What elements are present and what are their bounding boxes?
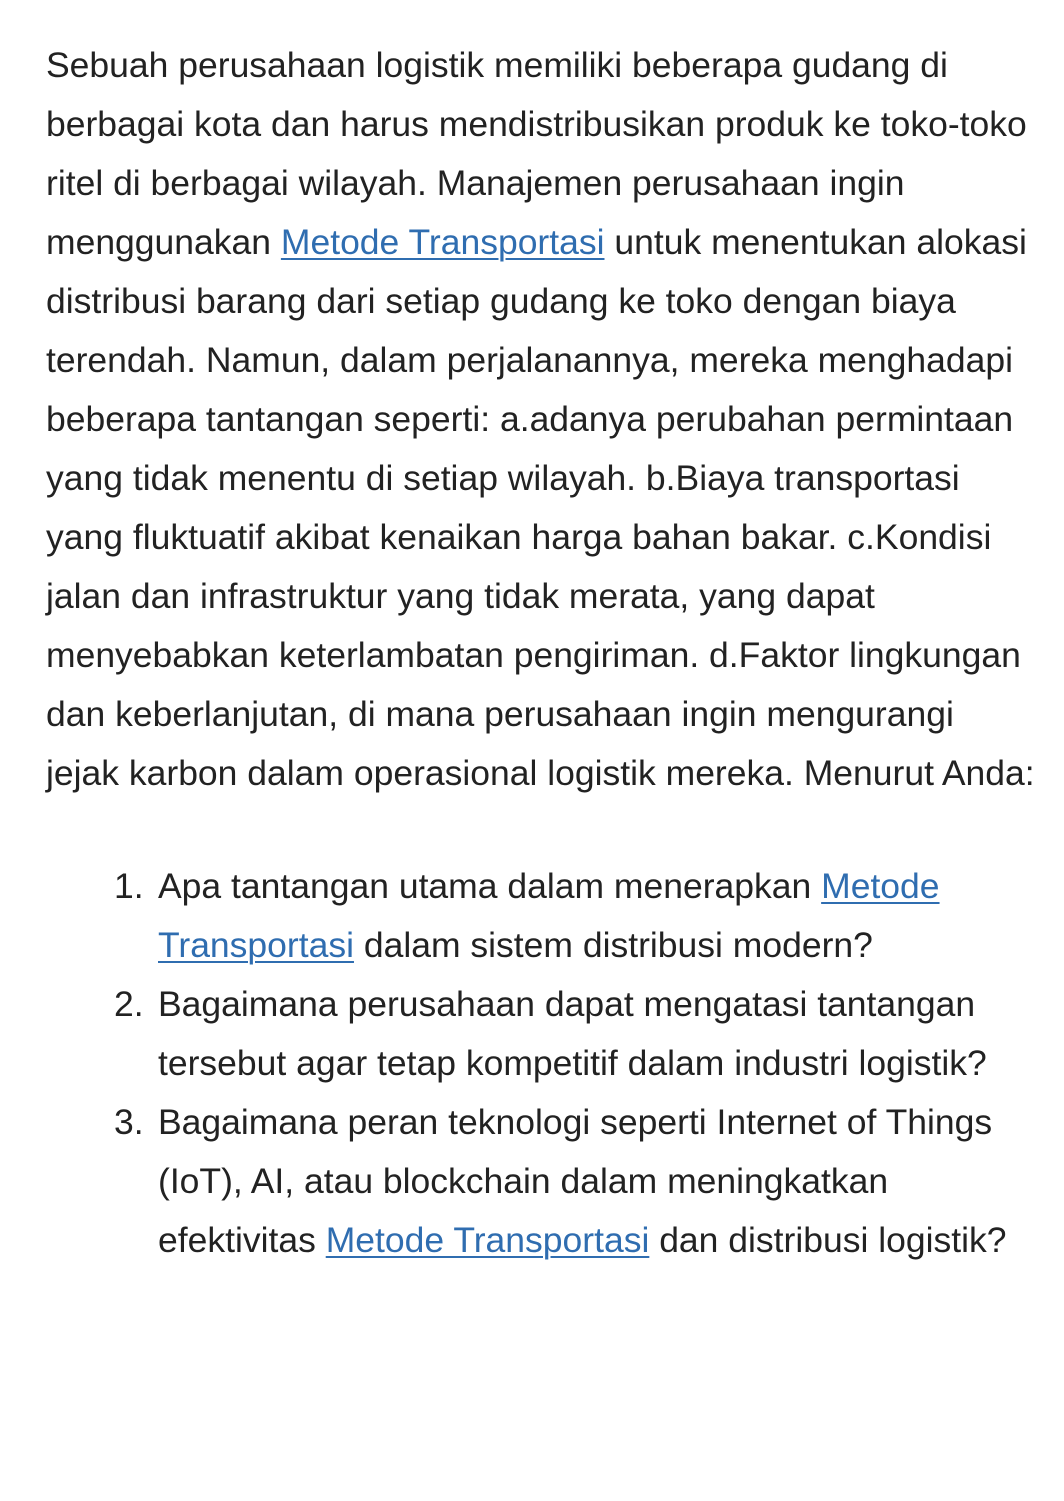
question-1-text-before: Apa tantangan utama dalam menerapkan xyxy=(158,866,822,906)
intro-text-part-2: untuk menentukan alokasi distribusi barang dari setiap gudang ke toko dengan biaya terendah. Namun, dalam perjalanannya, mereka menghadapi beberapa tantangan seperti: a.adanya perubahan permintaan yang tidak menentu di setiap wilayah. b.Biaya transportasi yang fluktuatif akibat kenaikan harga bahan bakar. c.Kondisi jalan dan infrastruktur yang tidak merata, yang dapat menyebabkan keterlambatan pengiriman. d.Faktor lingkungan dan keberlanjutan, di mana perusahaan ingin mengurangi jejak karbon dalam operasional logistik mereka. Menurut Anda: xyxy=(46,222,1035,793)
question-item-3 xyxy=(158,1093,1036,1270)
question-3-text-after: dan distribusi logistik? xyxy=(649,1220,1007,1260)
metode-transportasi-link[interactable]: Metode Transportasi xyxy=(158,866,940,965)
intro-text-part-1: Sebuah perusahaan logistik memiliki beberapa gudang di berbagai kota dan harus mendistribusikan produk ke toko-toko ritel di berbagai wilayah. Manajemen perusahaan ingin menggunakan xyxy=(46,45,1027,262)
question-item-1 xyxy=(158,857,1036,975)
metode-transportasi-link[interactable]: Metode Transportasi xyxy=(280,222,605,262)
question-2-text: Bagaimana perusahaan dapat mengatasi tantangan tersebut agar tetap kompetitif dalam industri logistik? xyxy=(158,984,987,1083)
question-list xyxy=(46,857,1036,1270)
question-1-text-after: dalam sistem distribusi modern? xyxy=(353,925,873,965)
question-3-text-before: Bagaimana peran teknologi seperti Internet of Things (IoT), AI, atau blockchain dalam meningkatkan efektivitas xyxy=(158,1102,993,1260)
question-item-2 xyxy=(158,975,1036,1093)
intro-paragraph xyxy=(46,36,1036,803)
metode-transportasi-link[interactable]: Metode Transportasi xyxy=(325,1220,650,1260)
question-document xyxy=(46,36,1036,1270)
